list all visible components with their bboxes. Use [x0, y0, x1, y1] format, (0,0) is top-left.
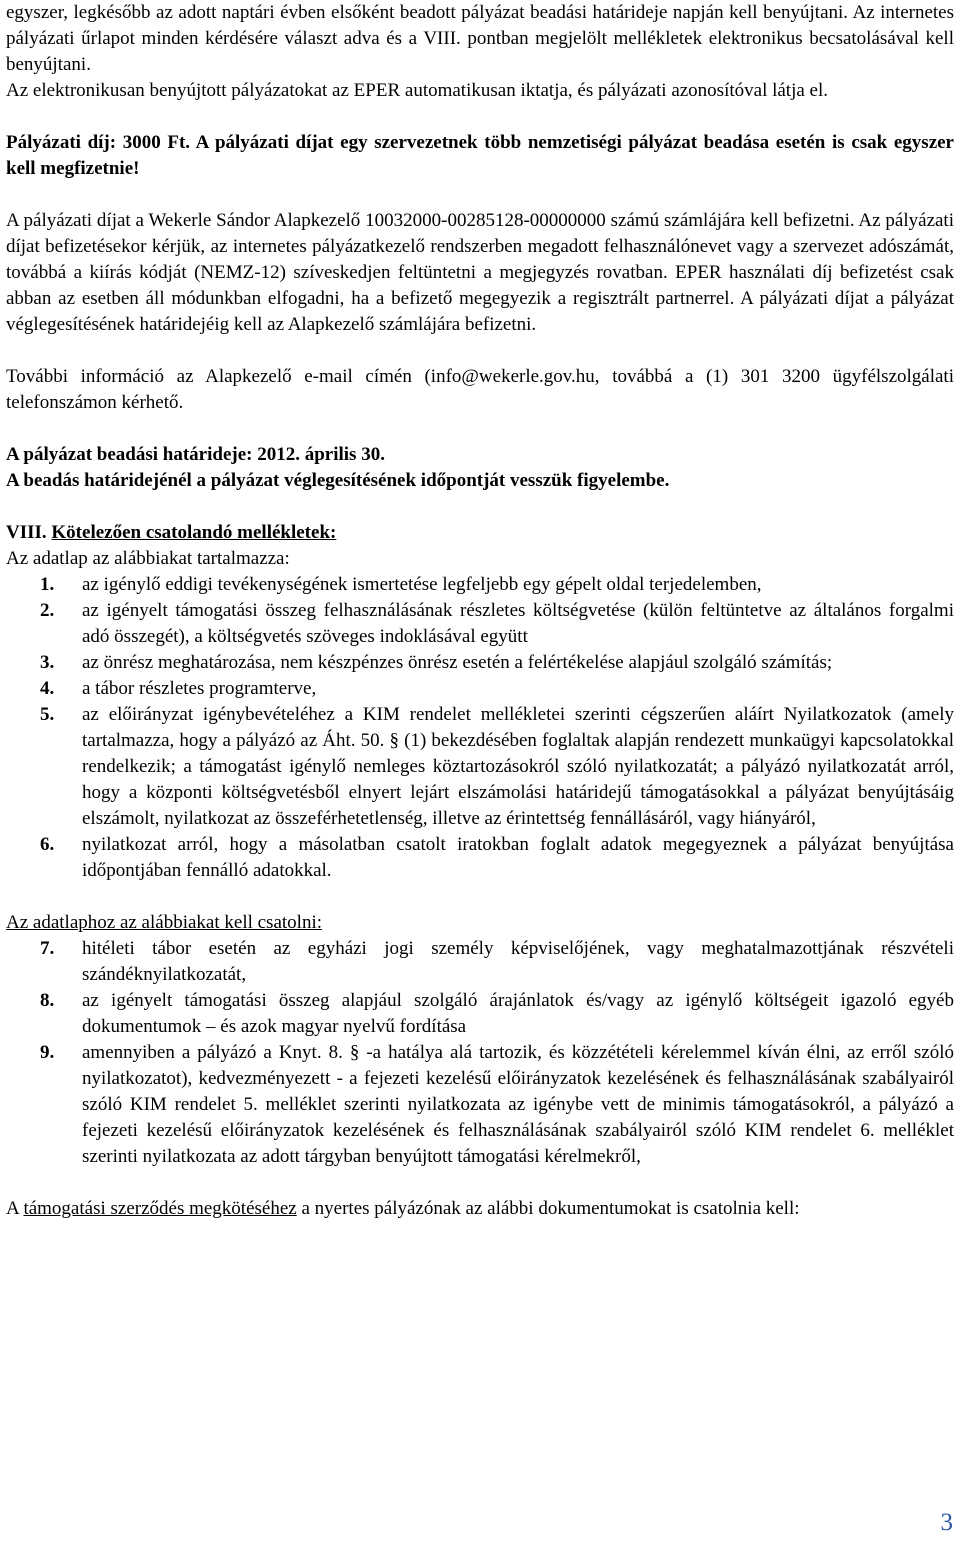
- list-item-text: az igényelt támogatási összeg felhasználásának részletes költségvetése (külön feltüntetve az általános forgalmi adó összegét), a költségvetés szöveges indoklásával együtt: [82, 600, 954, 647]
- list-item: [6, 1040, 954, 1170]
- section-subtitle: Az adatlap az alábbiakat tartalmazza:: [6, 548, 290, 569]
- list-item-text: hitéleti tábor esetén az egyházi jogi személy képviselőjének, vagy meghatalmazottjának részvételi szándéknyilatkozatát,: [82, 938, 954, 985]
- list-item-number: 8.: [40, 990, 55, 1011]
- list-item-number: 1.: [40, 574, 55, 595]
- list-item: [6, 936, 954, 988]
- fee-paragraph: Pályázati díj: 3000 Ft. A pályázati díjat egy szervezetnek több nemzetiségi pályázat beadása esetén is csak egyszer kell megfizetnie!: [6, 132, 954, 179]
- list-item-number: 3.: [40, 652, 55, 673]
- intro-paragraph: egyszer, legkésőbb az adott naptári évben elsőként beadott pályázat beadási határideje napján kell benyújtani. Az internetes pályázati űrlapot minden kérdésére választ adva és a VIII. pontban megjelölt mellékletek elektronikus becsatolásával kell benyújtani.: [6, 2, 954, 75]
- list-item-text: az önrész meghatározása, nem készpénzes önrész esetén a felértékelése alapjául szolgáló számítás;: [82, 652, 833, 673]
- attachments-title: Az adatlaphoz az alábbiakat kell csatolni:: [6, 912, 322, 933]
- deadline-note: A beadás határidejénél a pályázat véglegesítésének időpontját vesszük figyelembe.: [6, 470, 670, 491]
- list-item-text: amennyiben a pályázó a Knyt. 8. § -a hatálya alá tartozik, és közzétételi kérelemmel kíván élni, az erről szóló nyilatkozatot), kedvezményezett - a fejezeti kezelésű előirányzatok kezelésének és felhasználásának szabályairól szóló KIM rendelet 5. melléklet szerinti nyilatkozata az igénybe vett de minimis támogatásokról, a pályázó a fejezeti kezelésű előirányzatok kezelésének és felhasználásának szabályairól szóló KIM rendelet 6. melléklet szerinti nyilatkozata az adott tárgyban benyújtott támogatási kérelmekről,: [82, 1042, 954, 1167]
- list-item: [6, 650, 954, 676]
- list-item-text: az igénylő eddigi tevékenységének ismertetése legfeljebb egy gépelt oldal terjedelemben,: [82, 574, 762, 595]
- contract-pre: A: [6, 1198, 24, 1219]
- list-item-text: nyilatkozat arról, hogy a másolatban csatolt iratokban foglalt adatok megegyeznek a pályázat benyújtása időpontjában fennálló adatokkal.: [82, 834, 954, 881]
- list-item: [6, 676, 954, 702]
- datasheet-list: [6, 572, 954, 884]
- contract-underlined: támogatási szerződés megkötéséhez: [23, 1198, 297, 1219]
- list-item-number: 6.: [40, 834, 55, 855]
- list-item-text: az előirányzat igénybevételéhez a KIM rendelet mellékletei szerinti cégszerűen aláírt Nyilatkozatok (amely tartalmazza, hogy a pályázó az Áht. 50. § (1) bekezdésében foglaltak alapján rendezett munkaügyi kapcsolatokkal rendelkezik; a támogatást igénylő nemleges köztartozásokról szóló nyilatkozatát; a pályázó nyilatkozatát arról, hogy a központi költségvetésből elnyert lejárt elszámolási határidejű támogatásokkal a pályázat benyújtásáig elszámolt, nyilatkozat az összeférhetetlenség, illetve az érintettség fennállásáról, vagy hiányáról,: [82, 704, 954, 829]
- contract-paragraph: [6, 1196, 954, 1222]
- deadline-line: A pályázat beadási határideje: 2012. április 30.: [6, 444, 385, 465]
- contact-paragraph: További információ az Alapkezelő e-mail címén (info@wekerle.gov.hu, továbbá a (1) 301 3200 ügyfélszolgálati telefonszámon kérhető.: [6, 366, 954, 413]
- list-item-number: 7.: [40, 938, 55, 959]
- list-item: [6, 702, 954, 832]
- list-item: [6, 988, 954, 1040]
- list-item-number: 4.: [40, 678, 55, 699]
- list-item-number: 5.: [40, 704, 55, 725]
- payment-paragraph: [6, 208, 954, 338]
- list-item: [6, 598, 954, 650]
- eper-paragraph: Az elektronikusan benyújtott pályázatokat az EPER automatikusan iktatja, és pályázati azonosítóval látja el.: [6, 80, 829, 101]
- payment-instructions-text: Az pályázati díjat befizetésekor kérjük, az internetes pályázatkezelő rendszerben megadott felhasználónevet vagy a szervezet adószámát, továbbá a kiírás kódját (NEMZ-12) szíveskedjen feltüntetni a megjegyzés rovatban. EPER használati díj befizetést csak abban az esetben áll módunkban elfogadni, ha a befizető megegyezik a regisztrált partnerrel. A pályázati díjat a pályázat véglegesítésének határidejéig kell az Alapkezelő számlájára befizetni.: [6, 210, 954, 335]
- list-item-text: az igényelt támogatási összeg alapjául szolgáló árajánlatok és/vagy az igénylő költségeit igazoló egyéb dokumentumok – és azok magyar nyelvű fordítása: [82, 990, 954, 1037]
- document-page: [6, 0, 954, 1222]
- page-number: 3: [940, 1509, 953, 1536]
- list-item-number: 2.: [40, 600, 55, 621]
- attachments-list: [6, 936, 954, 1170]
- payment-account-text: A pályázati díjat a Wekerle Sándor Alapkezelő 10032000-00285128-00000000 számú számlájára kell befizetni.: [6, 210, 859, 231]
- contract-post: a nyertes pályázónak az alábbi dokumentumokat is csatolnia kell:: [296, 1198, 800, 1219]
- section-title: Kötelezően csatolandó mellékletek:: [51, 522, 337, 543]
- section-heading: [6, 520, 954, 546]
- list-item: [6, 832, 954, 884]
- list-item-text: a tábor részletes programterve,: [82, 678, 317, 699]
- list-item: [6, 572, 954, 598]
- section-number: VIII.: [6, 522, 52, 543]
- list-item-number: 9.: [40, 1042, 55, 1063]
